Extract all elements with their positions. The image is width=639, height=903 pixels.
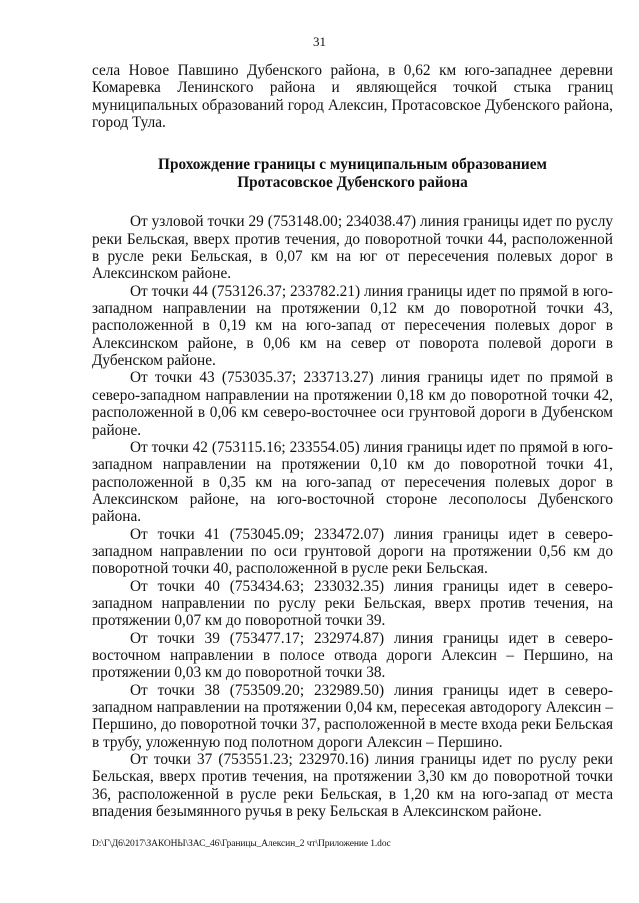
section-heading-line-1: Прохождение границы с муниципальным образованием [158,156,547,174]
section-heading-line-2: Протасовское Дубенского района [237,173,468,191]
boundary-paragraph-3: От точки 43 (753035.37; 233713.27) линия границы идет по прямой в северо-западном направлении на протяжении 0,18 км до поворотной точки 42, расположенной в 0,06 км северо-восточнее оси грунтовой дороги в Дубенском районе. [92,369,613,439]
intro-paragraph: села Новое Павшино Дубенского района, в 0,62 км юго-западнее деревни Комаревка Ленинского района и являющейся точкой стыка границ муниципальных образований город Алексин, Протасовское Дубенского района, город Тула. [92,62,613,132]
section-heading [92,156,613,191]
footer-file-path: D:\Г\Д6\2017\ЗАКОНЫ\ЗАС_46\Границы_Алексин_2 чт\Приложение 1.doc [92,839,391,849]
page-number: 31 [313,34,326,49]
boundary-paragraph-4: От точки 42 (753115.16; 233554.05) линия границы идет по прямой в юго-западном направлении на протяжении 0,10 км до поворотной точки 41, расположенной в 0,35 км на юго-запад от пересечения полевых дорог в Алексинском районе, на юго-восточной стороне лесополосы Дубенского района. [92,438,613,526]
document-body [92,62,613,820]
boundary-paragraph-2: От точки 44 (753126.37; 233782.21) линия границы идет по прямой в юго-западном направлении на протяжении 0,12 км до поворотной точки 43, расположенной в 0,19 км на юго-запад от пересечения полевых дорог в Алексинском районе, в 0,06 км на север от поворота полевой дороги в Дубенском районе. [92,282,613,370]
boundary-paragraph-5: От точки 41 (753045.09; 233472.07) линия границы идет в северо-западном направлении по оси грунтовой дороги на протяжении 0,56 км до поворотной точки 40, расположенной в русле реки Бельская. [92,525,613,578]
boundary-paragraph-9: От точки 37 (753551.23; 232970.16) линия границы идет по руслу реки Бельская, вверх против течения, на протяжении 3,30 км до поворотной точки 36, расположенной в русле реки Бельская, в 1,20 км на юго-запад от места впадения безымянного ручья в реку Бельская в Алексинском районе. [92,751,613,821]
boundary-paragraph-1: От узловой точки 29 (753148.00; 234038.47) линия границы идет по руслу реки Бельская, вверх против течения, до поворотной точки 44, расположенной в русле реки Бельская, в 0,07 км на юг от пересечения полевых дорог в Алексинском районе. [92,213,613,283]
boundary-paragraph-6: От точки 40 (753434.63; 233032.35) линия границы идет в северо-западном направлении по руслу реки Бельская, вверх против течения, на протяжении 0,07 км до поворотной точки 39. [92,577,613,630]
boundary-paragraph-8: От точки 38 (753509.20; 232989.50) линия границы идет в северо-западном направлении на протяжении 0,04 км, пересекая автодорогу Алексин – Першино, до поворотной точки 37, расположенной в месте входа реки Бельская в трубу, уложенную под полотном дороги Алексин – Першино. [92,681,613,751]
boundary-paragraph-7: От точки 39 (753477.17; 232974.87) линия границы идет в северо-восточном направлении в полосе отвода дороги Алексин – Першино, на протяжении 0,03 км до поворотной точки 38. [92,629,613,682]
